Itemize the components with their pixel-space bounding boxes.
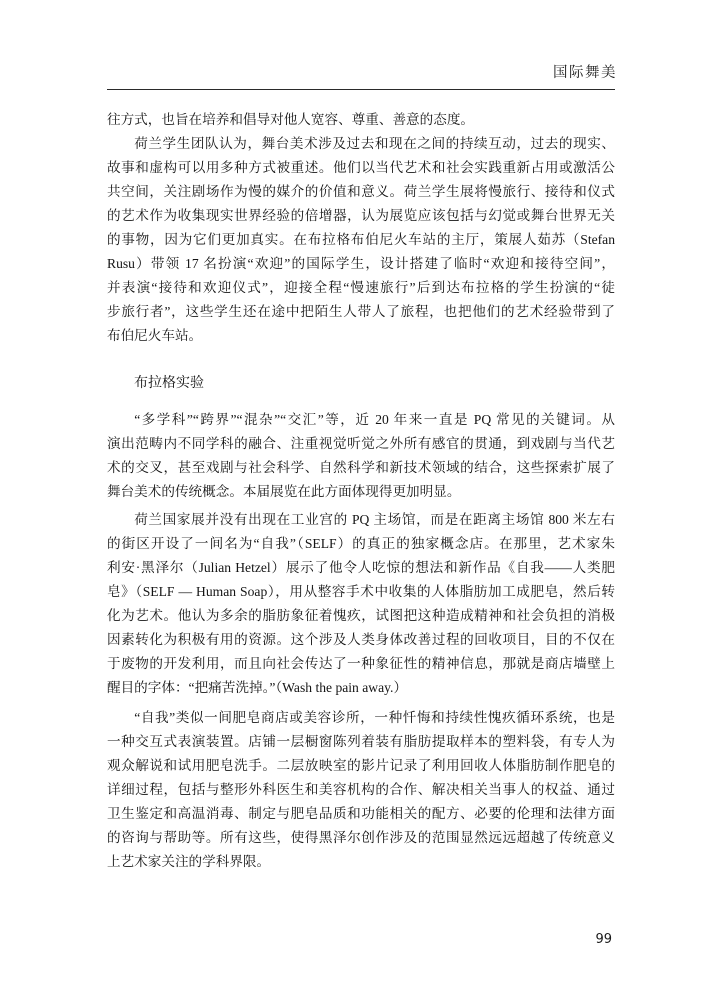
paragraph [107, 508, 615, 700]
text-line: 共空间，关注剧场作为慢的媒介的价值和意义。荷兰学生展将慢旅行、接待和仪式 [107, 184, 615, 199]
text-line: Rusu）带领 17 名扮演“欢迎”的国际学生，设计搭建了临时“欢迎和接待空间”， [107, 256, 615, 271]
text-line: 并表演“接待和欢迎仪式”，迎接全程“慢速旅行”后到达布拉格的学生扮演的“徒 [107, 280, 615, 295]
text-line: 因素转化为积极有用的资源。这个涉及人类身体改善过程的回收项目，目的不仅在 [107, 632, 615, 647]
text-line: 的艺术作为收集现实世界经验的倍增器，认为展览应该包括与幻觉或舞台世界无关 [107, 208, 615, 223]
text-line: “自我”类似一间肥皂商店或美容诊所，一种忏悔和持续性愧疚循环系统，也是 [134, 710, 615, 725]
text-line: 步旅行者”，这些学生还在途中把陌生人带人了旅程，也把他们的艺术经验带到了 [107, 304, 615, 319]
paragraph [107, 108, 615, 132]
text-line: 详细过程，包括与整形外科医生和美容机构的合作、解决相关当事人的权益、通过 [107, 782, 615, 797]
text-line: 故事和虚构可以用多种方式被重述。他们以当代艺术和社会实践重新占用或激活公 [107, 160, 615, 175]
text-line: 醒目的字体：“把痛苦洗掉。”（Wash the pain away.） [107, 680, 408, 695]
text-line: 舞台美术的传统概念。本届展览在此方面体现得更加明显。 [107, 484, 461, 499]
text-line: 往方式，也旨在培养和倡导对他人宽容、尊重、善意的态度。 [107, 112, 475, 127]
text-line: 于废物的开发利用，而且向社会传达了一种象征性的精神信息，那就是商店墙壁上 [107, 656, 615, 671]
text-line: 化为艺术。他认为多余的脂肪象征着愧疚，试图把这种造成精神和社会负担的消极 [107, 608, 615, 623]
text-line: 布伯尼火车站。 [107, 328, 203, 343]
text-line: 的街区开设了一间名为“自我”（SELF）的真正的独家概念店。在那里，艺术家朱 [107, 536, 615, 551]
text-line: 一种交互式表演装置。店铺一层橱窗陈列着装有脂肪提取样本的塑料袋，有专人为 [107, 734, 615, 749]
text-line: 上艺术家关注的学科界限。 [107, 854, 271, 869]
section-heading: 布拉格实验 [134, 375, 204, 391]
text-line: 皂》（SELF — Human Soap），用从整容手术中收集的人体脂肪加工成肥皂，然后转 [107, 584, 615, 599]
paragraph [107, 132, 615, 348]
text-line: 利安·黑泽尔（Julian Hetzel）展示了他令人吃惊的想法和新作品《自我——人类肥 [107, 560, 615, 575]
text-line: 的咨询与帮助等。所有这些，使得黑泽尔创作涉及的范围显然远远超越了传统意义 [107, 830, 615, 845]
page-body [107, 108, 615, 874]
paragraph [107, 408, 615, 504]
text-line: 荷兰国家展并没有出现在工业宫的 PQ 主场馆，而是在距离主场馆 800 米左右 [134, 512, 615, 527]
text-line: 荷兰学生团队认为，舞台美术涉及过去和现在之间的持续互动，过去的现实、 [134, 136, 615, 151]
text-line: “多学科”“跨界”“混杂”“交汇”等，近 20 年来一直是 PQ 常见的关键词。从 [134, 412, 615, 427]
running-header: 国际舞美 [553, 65, 617, 81]
text-line: 观众解说和试用肥皂洗手。二层放映室的影片记录了利用回收人体脂肪制作肥皂的 [107, 758, 615, 773]
header-rule [107, 89, 615, 90]
text-line: 卫生鉴定和高温消毒、制定与肥皂品质和功能相关的配方、必要的伦理和法律方面 [107, 806, 615, 821]
text-line: 术的交叉，甚至戏剧与社会科学、自然科学和新技术领域的结合，这些探索扩展了 [107, 460, 615, 475]
page-number: 99 [595, 932, 612, 947]
text-line: 的事物，因为它们更加真实。在布拉格布伯尼火车站的主厅，策展人茹苏（Stefan [107, 232, 615, 247]
paragraph [107, 706, 615, 874]
text-line: 演出范畴内不同学科的融合、注重视觉听觉之外所有感官的贯通，到戏剧与当代艺 [107, 436, 615, 451]
